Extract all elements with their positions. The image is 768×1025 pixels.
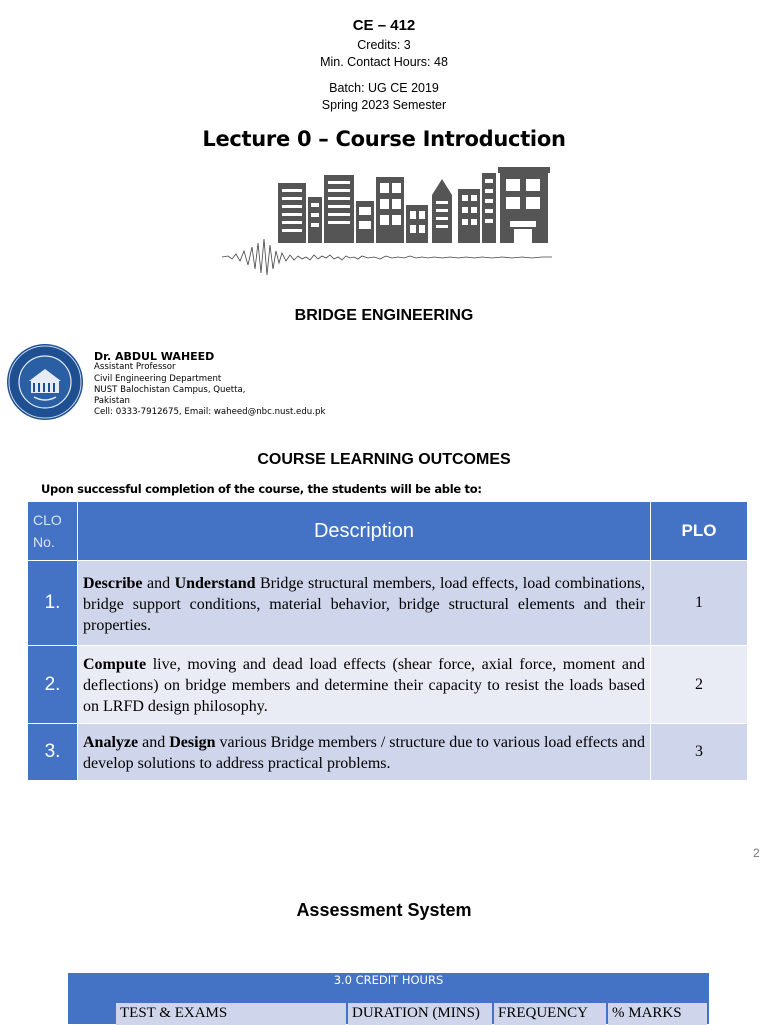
clo-table [27,501,748,781]
table-row [28,724,748,781]
page-number: 2 [753,846,760,860]
plo-value: 2 [651,646,748,724]
clo-description [78,561,651,646]
credit-hours-header: 3.0 CREDIT HOURS [333,973,444,987]
plo-header: PLO [651,502,748,561]
clo-intro-text: Upon successful completion of the course, the students will be able to: [41,482,482,496]
semester-text: Spring 2023 Semester [321,98,447,112]
clo-no-header [28,502,78,561]
instructor-campus: NUST Balochistan Campus, Quetta, [94,384,246,395]
clo-verb: Understand [174,574,256,592]
university-seal-logo [6,343,84,421]
clo-text: Bridge structural members, load effects, load combinations, bridge support conditions, material behavior, bridge structural elements and their properties. [83,574,646,634]
instructor-country: Pakistan [94,396,130,407]
lecture-title: Lecture 0 – Course Introduction [202,127,566,151]
batch-text: Batch: UG CE 2019 [329,81,439,95]
assessment-table [68,973,709,1024]
table-row [28,561,748,646]
city-skyline-seismograph-illustration [222,165,552,293]
clo-text: various Bridge members / structure due to various load effects and develop solutions to address practical problems. [83,734,646,772]
assessment-heading: Assessment System [296,900,472,920]
credits-text: Credits: 3 [357,38,411,52]
clo-verb: Describe [83,574,143,592]
plo-value: 1 [651,561,748,646]
frequency-header: FREQUENCY [494,1003,606,1025]
clo-verb: Analyze [83,734,139,751]
clo-table-header-row [28,502,748,561]
contact-hours-text: Min. Contact Hours: 48 [320,55,448,69]
clo-verb: Design [169,734,216,751]
clo-number: 2. [28,646,78,724]
clo-no-header-line2: No. [33,534,55,550]
instructor-details [94,351,325,419]
course-code: CE – 412 [352,17,416,34]
clo-description [78,646,651,724]
clo-text: live, moving and dead load effects (shear force, axial force, moment and deflections) on bridge members and determine their capacity to resist the loads based on LRFD design philosophy. [83,656,645,715]
clo-connector: and [138,734,170,751]
clo-description [78,724,651,781]
marks-header: % MARKS [608,1003,707,1025]
clo-number: 1. [28,561,78,646]
instructor-title: Assistant Professor [94,362,176,373]
clo-heading: COURSE LEARNING OUTCOMES [257,451,511,468]
instructor-name: Dr. ABDUL WAHEED [94,350,215,363]
test-exams-header: TEST & EXAMS [116,1003,346,1025]
description-header: Description [78,502,651,561]
clo-verb: Compute [83,656,147,673]
clo-number: 3. [28,724,78,781]
table-row [28,646,748,724]
clo-connector: and [142,574,175,592]
plo-value: 3 [651,724,748,781]
subject-title: BRIDGE ENGINEERING [294,307,474,324]
clo-no-header-line1: CLO [33,512,62,528]
instructor-department: Civil Engineering Department [94,373,222,384]
duration-header: DURATION (MINS) [348,1003,492,1025]
instructor-contact: Cell: 0333-7912675, Email: waheed@nbc.nust.edu.pk [94,407,326,418]
